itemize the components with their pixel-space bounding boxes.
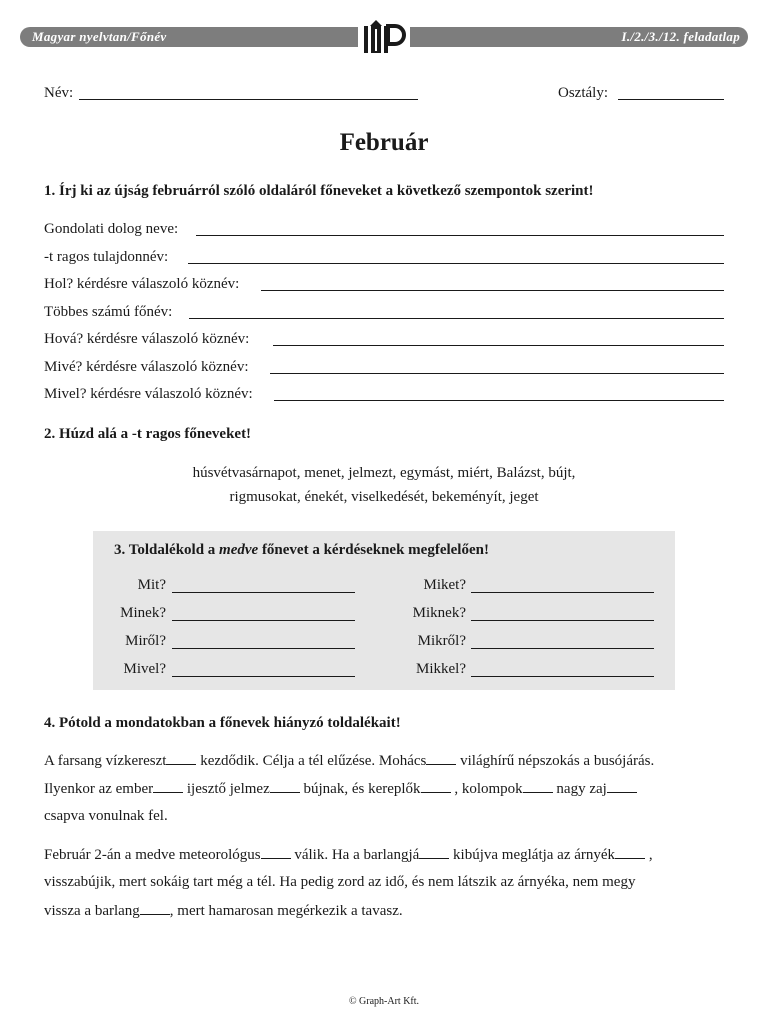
page-title: Február <box>339 129 429 156</box>
fill-blank[interactable] <box>615 846 645 859</box>
task1-row-label: Hová? kérdésre válaszoló köznév: <box>44 331 250 347</box>
fill-blank[interactable] <box>166 752 196 765</box>
task3-question-right: Mikről? <box>417 633 466 649</box>
task3-question-left: Minek? <box>120 605 166 621</box>
task3-answer-line[interactable] <box>172 620 355 621</box>
task3-heading-em: medve <box>219 542 259 558</box>
task3-question-left: Mit? <box>137 577 166 593</box>
header-worksheet-id: I./2./3./12. feladatlap <box>621 29 740 44</box>
task3-answer-line[interactable] <box>172 592 355 593</box>
task1-answer-line[interactable] <box>189 318 724 319</box>
task4-p2-line2: visszabújik, mert sokáig tart még a tél. Ha pedig zord az idő, és nem látszik az árnyéka, nem megy <box>44 874 636 890</box>
task1-row-label: Gondolati dolog neve: <box>44 221 179 237</box>
header-subject: Magyar nyelvtan/Főnév <box>32 29 167 44</box>
task1-row-label: Hol? kérdésre válaszoló köznév: <box>44 276 240 292</box>
class-field[interactable] <box>618 99 724 100</box>
copyright-footer: © Graph-Art Kft. <box>348 996 420 1007</box>
fill-blank[interactable] <box>270 780 300 793</box>
task4-p1-line1: A farsang vízkereszt kezdődik. Célja a tél elűzése. Mohács világhírű népszokás a busójárás. <box>44 753 655 769</box>
task3-answer-line[interactable] <box>172 676 355 677</box>
task4-p1-line2: Ilyenkor az ember ijesztő jelmez bújnak, és kereplők , kolompok nagy zaj <box>44 780 637 798</box>
task1-row-label: Mivé? kérdésre válaszoló köznév: <box>44 359 249 375</box>
task2-heading: 2. Húzd alá a -t ragos főneveket! <box>44 426 252 442</box>
task4-p1-line3: csapva vonulnak fel. <box>44 808 168 824</box>
task4-heading: 4. Pótold a mondatokban a főnevek hiányzó toldalékait! <box>44 715 401 731</box>
task1-answer-line[interactable] <box>261 290 724 291</box>
task2-word-list-line1: húsvétvasárnapot, menet, jelmezt, egymást, miért, Balázst, bújt, <box>192 465 576 481</box>
task3-answer-line[interactable] <box>471 592 654 593</box>
task3-answer-line[interactable] <box>471 620 654 621</box>
task4-p2-line3: vissza a barlang , mert hamarosan megérkezik a tavasz. <box>44 903 403 919</box>
fill-blank[interactable] <box>153 780 183 793</box>
task1-heading: 1. Írj ki az újság februárról szóló oldaláról főneveket a következő szempontok szerint! <box>44 183 594 199</box>
fill-blank[interactable] <box>140 902 170 915</box>
task1-answer-line[interactable] <box>196 235 724 236</box>
name-field[interactable] <box>79 99 418 100</box>
task3-question-right: Mikkel? <box>416 661 466 677</box>
fill-blank[interactable] <box>261 846 291 859</box>
task2-word-list-line2: rigmusokat, énekét, viselkedését, bekeményít, jeget <box>229 489 539 505</box>
publisher-logo <box>358 17 410 55</box>
task3-question-left: Mivel? <box>123 661 166 677</box>
fill-blank[interactable] <box>421 780 451 793</box>
task3-answer-line[interactable] <box>172 648 355 649</box>
fill-blank[interactable] <box>426 752 456 765</box>
class-label: Osztály: <box>558 85 608 101</box>
task3-question-left: Miről? <box>125 633 166 649</box>
task1-row-label: Többes számú főnév: <box>44 304 173 320</box>
task1-answer-line[interactable] <box>274 400 724 401</box>
task4-p2-line1: Február 2-án a medve meteorológus válik. Ha a barlangjá kibújva meglátja az árnyék , <box>44 847 653 863</box>
task1-answer-line[interactable] <box>188 263 724 264</box>
task1-answer-line[interactable] <box>270 373 724 374</box>
name-label: Név: <box>44 85 74 101</box>
task1-row-label: Mivel? kérdésre válaszoló köznév: <box>44 386 253 402</box>
task3-question-right: Miket? <box>423 577 466 593</box>
task3-question-right: Miknek? <box>412 605 466 621</box>
task3-heading: 3. Toldalékold a medve főnevet a kérdéseknek megfelelően! <box>114 542 489 558</box>
task3-answer-line[interactable] <box>471 676 654 677</box>
task3-answer-line[interactable] <box>471 648 654 649</box>
fill-blank[interactable] <box>419 846 449 859</box>
fill-blank[interactable] <box>607 780 637 793</box>
task1-answer-line[interactable] <box>273 345 724 346</box>
task1-row-label: -t ragos tulajdonnév: <box>44 249 169 265</box>
fill-blank[interactable] <box>523 780 553 793</box>
